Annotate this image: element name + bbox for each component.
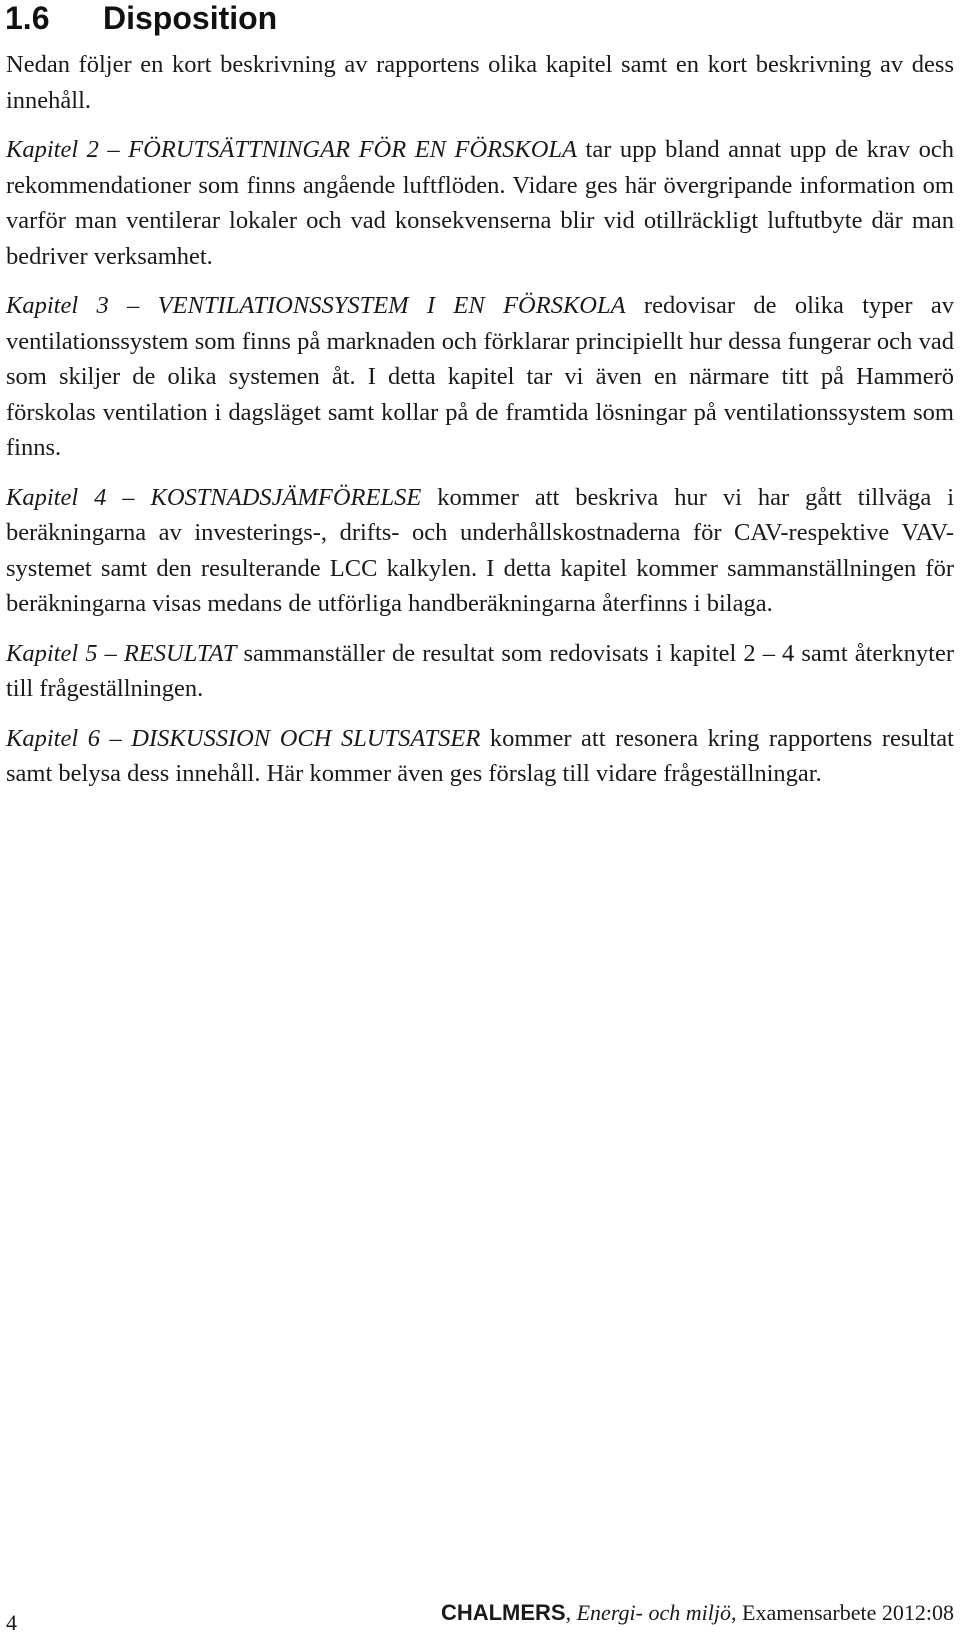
chapter-5-label: Kapitel 5 – RESULTAT <box>6 639 237 667</box>
chapter-3-label: Kapitel 3 – VENTILATIONSSYSTEM I EN FÖRSKOLA <box>6 292 626 319</box>
section-title: Disposition <box>103 0 278 36</box>
chapter-2-label: Kapitel 2 – FÖRUTSÄTTNINGAR FÖR EN FÖRSKOLA <box>6 136 578 163</box>
page-number: 4 <box>6 1610 17 1635</box>
body-text <box>6 47 954 806</box>
intro-paragraph: Nedan följer en kort beskrivning av rapportens olika kapitel samt en kort beskrivning av dess innehåll. <box>6 51 954 114</box>
department-name: Energi- och miljö <box>576 1600 731 1625</box>
chapter-5-paragraph <box>6 636 954 707</box>
chapter-4-label: Kapitel 4 – KOSTNADSJÄMFÖRELSE <box>6 483 422 511</box>
chapter-5-text: sammanställer de resultat som redovisats i kapitel 2 – 4 samt återknyter till frågeställningen. <box>6 639 955 702</box>
chapter-2-paragraph <box>6 132 954 274</box>
report-id: , Examensarbete 2012:08 <box>731 1600 954 1625</box>
chapter-3-paragraph <box>6 288 954 466</box>
footer-separator: , <box>565 1600 577 1625</box>
page-footer <box>0 1600 954 1640</box>
chapter-6-paragraph <box>6 721 954 792</box>
chapter-3-text: redovisar de olika typer av ventilationssystem som finns på marknaden och förklarar principiellt hur dessa fungerar och vad som skiljer de olika systemen åt. I detta kapitel tar vi även en närmare titt på Hammerö förskolas ventilation i dagsläget samt kollar på de framtida lösningar på ventilationssystem som finns. <box>6 292 955 461</box>
chapter-2-text: tar upp bland annat upp de krav och rekommendationer som finns angående luftflöden. Vidare ges här övergripande information om varför man ventilerar lokaler och vad konsekvenserna blir vid otillräckligt luftutbyte där man bedriver verksamhet. <box>6 136 954 270</box>
organization-name: CHALMERS <box>440 1600 566 1625</box>
footer-citation <box>441 1600 954 1626</box>
chapter-4-text: kommer att beskriva hur vi har gått tillväga i beräkningarna av investerings-, drifts- och underhållskostnaderna för CAV-respektive VAV-systemet samt den resulterande LCC kalkylen. I detta kapitel kommer sammanställningen för beräkningarna visas medans de utförliga handberäkningarna återfinns i bilaga. <box>6 483 955 617</box>
chapter-6-text: kommer att resonera kring rapportens resultat samt belysa dess innehåll. Här kommer även ges förslag till vidare frågeställningar. <box>6 724 954 787</box>
section-number: 1.6 <box>5 0 50 36</box>
chapter-6-label: Kapitel 6 – DISKUSSION OCH SLUTSATSER <box>6 724 481 752</box>
chapter-4-paragraph <box>6 480 954 622</box>
section-heading <box>5 0 277 36</box>
